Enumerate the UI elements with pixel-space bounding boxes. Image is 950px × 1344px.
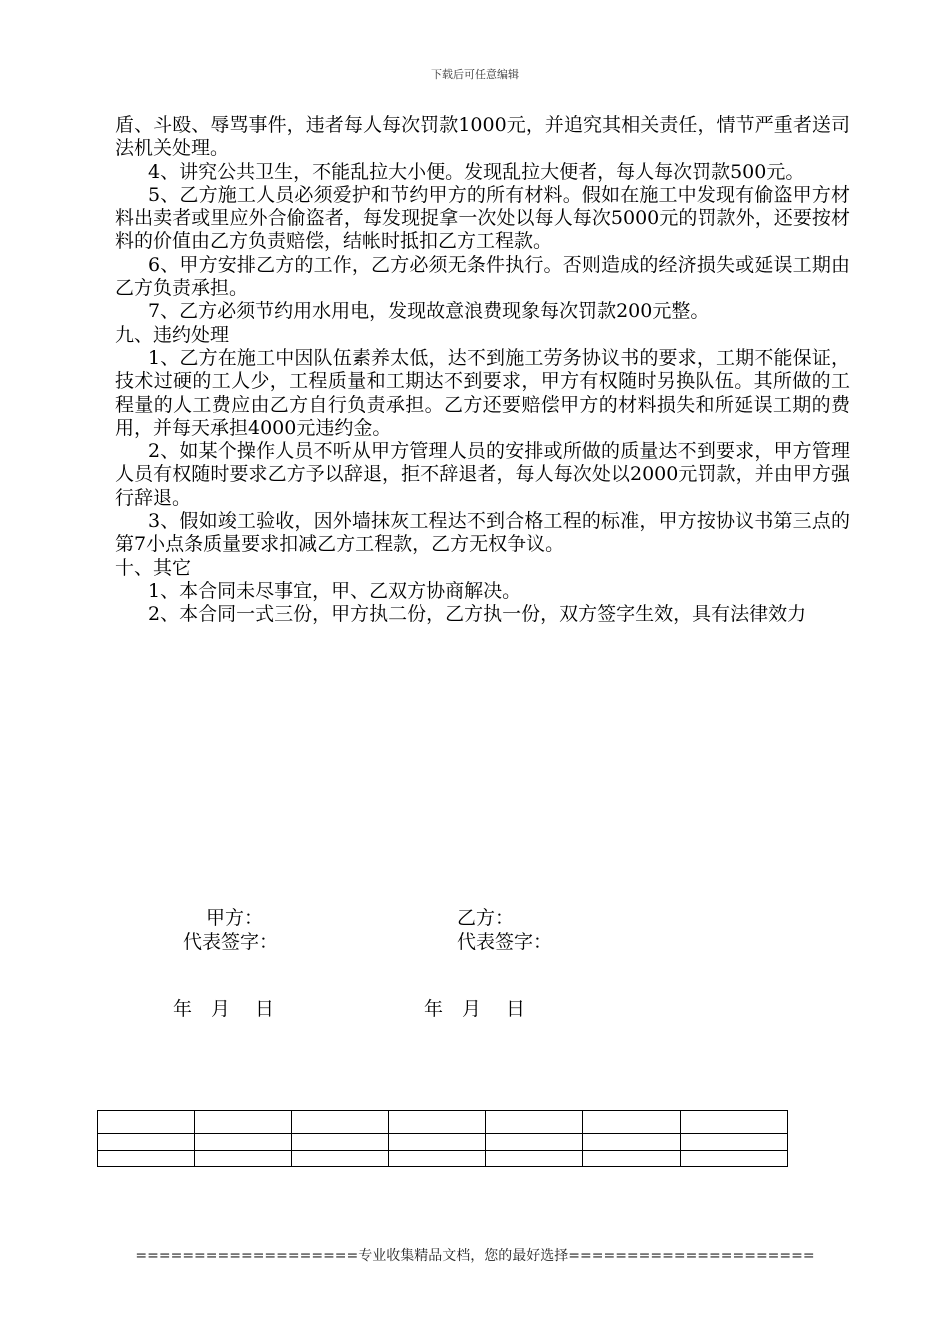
table-cell [195,1111,292,1134]
party-b-representative-signature: 代表签字： [457,931,553,953]
header-note: 下载后可任意编辑 [431,68,519,81]
table-row [98,1151,788,1167]
party-b-label: 乙方： [457,907,515,929]
party-a-representative-signature: 代表签字： [183,931,279,953]
paragraph: 盾、斗殴、辱骂事件，违者每人每次罚款1000元，并追究其相关责任，情节严重者送司法机关处理。 [115,114,850,160]
table-cell [98,1134,195,1151]
paragraph: 1、乙方在施工中因队伍素养太低，达不到施工劳务协议书的要求，工期不能保证，技术过硬的工人少，工程质量和工期达不到要求，甲方有权随时另换队伍。其所做的工程量的人工费应由乙方自行负责承担。乙方还要赔偿甲方的材料损失和所延误工期的费用，并每天承担4000元违约金。 [115,346,850,439]
paragraph: 5、乙方施工人员必须爱护和节约甲方的所有材料。假如在施工中发现有偷盗甲方材料出卖者或里应外合偷盗者，每发现捉拿一次处以每人每次5000元的罚款外，还要按材料的价值由乙方负责赔偿，结帐时抵扣乙方工程款。 [115,183,850,253]
paragraph: 2、本合同一式三份，甲方执二份，乙方执一份，双方签字生效，具有法律效力 [148,603,807,626]
table-cell [292,1151,389,1167]
contract-body [115,114,850,627]
table-cell [486,1111,583,1134]
table-cell [583,1134,681,1151]
paragraph: 6、甲方安排乙方的工作，乙方必须无条件执行。否则造成的经济损失或延误工期由乙方负责承担。 [115,253,850,300]
paragraph: 1、本合同未尽事宜，甲、乙双方协商解决。 [148,579,522,602]
footer-note: ===================专业收集精品文档，您的最好选择===================== [135,1248,815,1264]
paragraph: 3、假如竣工验收，因外墙抹灰工程达不到合格工程的标准，甲方按协议书第三点的第7小点条质量要求扣减乙方工程款，乙方无权争议。 [115,510,850,556]
table-cell [486,1134,583,1151]
table-cell [389,1134,486,1151]
table-cell [195,1151,292,1167]
table-cell [486,1151,583,1167]
blank-table [97,1110,788,1167]
table-cell [681,1151,788,1167]
table-cell [583,1111,681,1134]
table-cell [292,1111,389,1134]
party-b-date: 年 月 日 [424,998,526,1020]
table-cell [98,1151,195,1167]
section-heading: 九、违约处理 [115,323,230,346]
table-cell [681,1111,788,1134]
table-cell [195,1134,292,1151]
table-cell [389,1111,486,1134]
party-a-label: 甲方： [206,907,264,929]
table-row [98,1134,788,1151]
party-a-date: 年 月 日 [173,998,275,1020]
table-cell [583,1151,681,1167]
section-heading: 十、其它 [115,556,192,579]
paragraph: 7、乙方必须节约用水用电，发现故意浪费现象每次罚款200元整。 [148,300,710,323]
table-row [98,1111,788,1134]
table-cell [98,1111,195,1134]
paragraph: 2、如某个操作人员不听从甲方管理人员的安排或所做的质量达不到要求，甲方管理人员有权随时要求乙方予以辞退，拒不辞退者，每人每次处以2000元罚款，并由甲方强行辞退。 [115,440,850,509]
table-cell [292,1134,389,1151]
table-cell [389,1151,486,1167]
paragraph: 4、讲究公共卫生，不能乱拉大小便。发现乱拉大便者，每人每次罚款500元。 [148,160,805,183]
table-cell [681,1134,788,1151]
